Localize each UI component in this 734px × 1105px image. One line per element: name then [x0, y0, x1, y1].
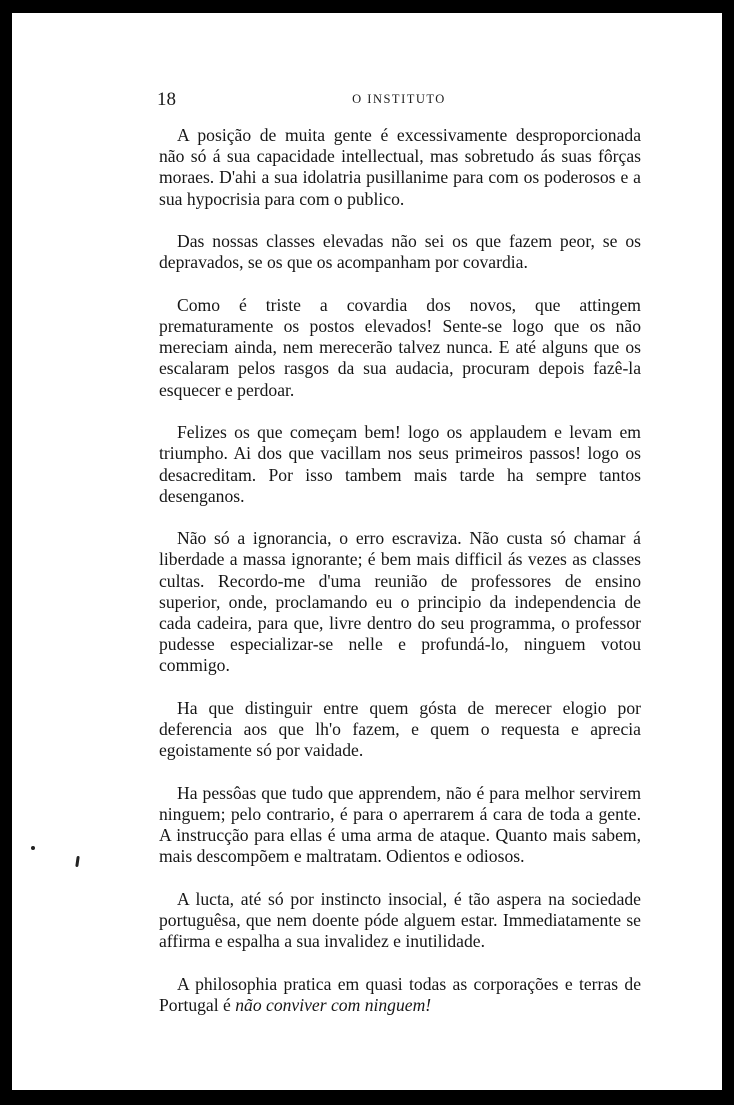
paragraph: Das nossas classes elevadas não sei os que fazem peor, se os depravados, se os que os acompanham por covardia.	[159, 231, 641, 273]
paragraph: A lucta, até só por instincto insocial, é tão aspera na sociedade portuguêsa, que nem doente póde alguem estar. Immediatamente se affirma e espalha a sua invalidez e inutilidade.	[159, 888, 641, 952]
final-paragraph	[159, 974, 641, 1016]
page-number: 18	[157, 89, 176, 110]
final-paragraph-text: A philosophia pratica em quasi todas as corporações e terras de Portugal é	[159, 973, 641, 1016]
page-header	[157, 89, 641, 113]
emphasized-phrase: não conviver com ninguem!	[235, 995, 432, 1016]
paragraph: Felizes os que começam bem! logo os applaudem e levam em triumpho. Ai dos que vacillam nos seus primeiros passos! logo os desacreditam. Por isso tambem mais tarde ha sempre tantos desenganos.	[159, 422, 641, 506]
body-text	[159, 125, 641, 1016]
paragraph: Não só a ignorancia, o erro escraviza. Não custa só chamar á liberdade a massa ignorante; é bem mais difficil ás vezes as classes cultas. Recordo-me d'uma reunião de professores de ensino superior, onde, proclamando eu o principio da independencia de cada cadeira, para que, livre dentro do seu programma, o professor pudesse especializar-se nelle e profundá-lo, ninguem votou commigo.	[159, 528, 641, 676]
paragraph: A posição de muita gente é excessivamente desproporcionada não só á sua capacidade intellectual, mas sobretudo ás suas fôrças moraes. D'ahi a sua idolatria pusillanime para com os poderosos e a sua hypocrisia para com o publico.	[159, 125, 641, 209]
margin-mark	[75, 856, 80, 867]
paragraph: Ha pessôas que tudo que apprendem, não é para melhor servirem ninguem; pelo contrario, é para o aperrarem á cara de toda a gente. A instrucção para ellas é uma arma de ataque. Quanto mais sabem, mais descompõem e maltratam. Odientos e odiosos.	[159, 782, 641, 867]
running-title: O INSTITUTO	[352, 92, 446, 106]
paragraph: Ha que distinguir entre quem gósta de merecer elogio por deferencia aos que lh'o fazem, e quem o requesta e aprecia egoistamente só por vaidade.	[159, 697, 641, 761]
book-page	[12, 13, 722, 1090]
margin-speck	[31, 846, 35, 850]
paragraph: Como é triste a covardia dos novos, que attingem prematuramente os postos elevados! Sente-se logo que os não mereciam ainda, nem merecerão talvez nunca. E até alguns que os escalaram pelos rasgos da sua audacia, procuram depois fazê-la esquecer e perdoar.	[159, 294, 641, 400]
